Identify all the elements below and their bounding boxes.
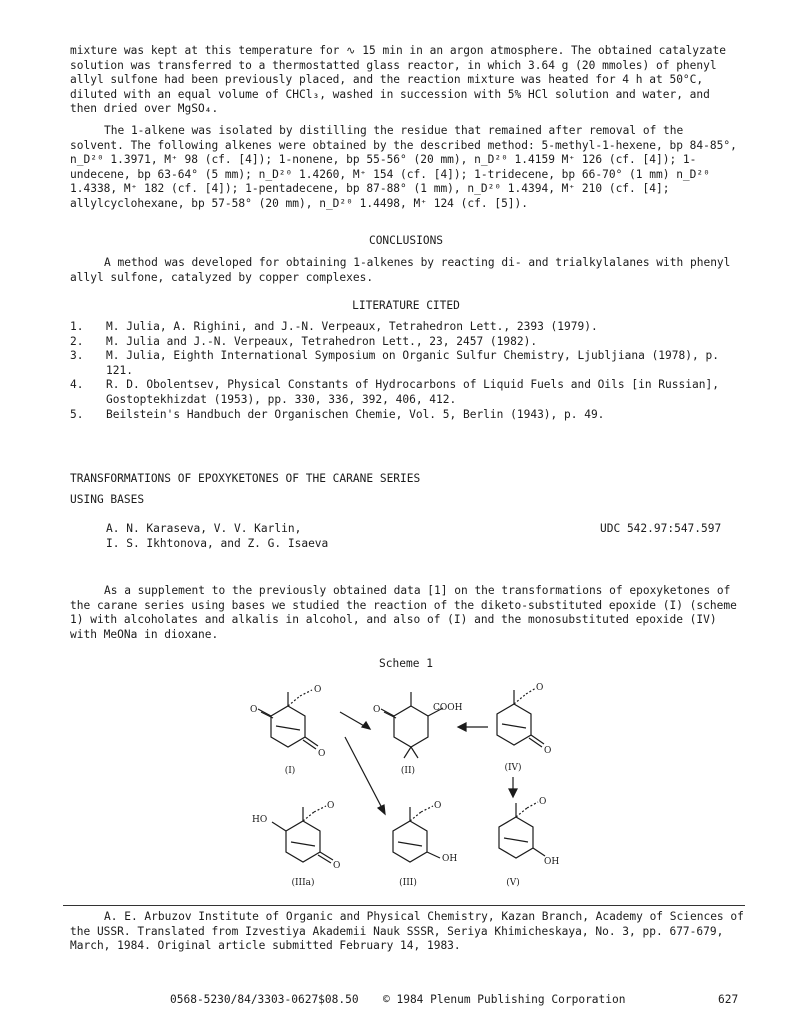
label-oh-iii: OH <box>442 854 458 864</box>
arrow-i-to-iii <box>345 737 385 814</box>
label-oxo-iiia: O <box>333 861 341 871</box>
compound-ii-structure <box>381 692 443 758</box>
label-cooh: COOH <box>433 703 463 713</box>
intro-text: As a supplement to the previously obtained data [1] on the transformations of epoxyketones of the carane series using bases we studied the reaction of the diketo-substituted epoxide (I) (scheme 1) with alcoholates and alkalis in alcohol, and also of (I) and the monosubstituted epoxide (IV) with MeONa in dioxane. <box>70 584 737 641</box>
compound-v-structure <box>499 802 545 858</box>
authors-line2: I. S. Ikhtonova, and Z. G. Isaeva <box>106 536 329 550</box>
label-oxo-i-lower: O <box>318 749 326 759</box>
arrow-iv-to-ii <box>458 723 488 731</box>
reference-text: M. Julia, A. Righini, and J.-N. Verpeaux, Tetrahedron Lett., 2393 (1979). <box>106 320 598 333</box>
paragraph-catalyzate: mixture was kept at this temperature for ∿ 15 min in an argon atmosphere. The obtained catalyzate solution was transferred to a thermostatted glass reactor, in which 3.64 g (20 mmoles) of phenyl allyl sulfone had been previously placed, and the reaction mixture was heated for 4 h at 50°C, diluted with an equal volume of CHCl₃, washed in succession with 5% HCl solution and water, and then dried over MgSO₄. <box>70 44 726 116</box>
reference-text: R. D. Obolentsev, Physical Constants of Hydrocarbons of Liquid Fuels and Oils [in Russian], Gostoptekhizdat (1953), pp. 330, 336, 392, 406, 412. <box>106 378 719 406</box>
scheme-title: Scheme 1 <box>379 657 433 670</box>
label-epoxide-i: O <box>314 685 322 695</box>
compound-iii-structure <box>393 806 440 862</box>
arrow-iv-to-v <box>509 777 517 797</box>
paragraph-alkenes: The 1-alkene was isolated by distilling the residue that remained after removal of the solvent. The following alkenes were obtained by the described method: 5-methyl-1-hexene, bp 84-85°, n_D²⁰ 1.3971, M⁺ 98 (cf. [4]); 1-nonene, bp 55-56° (20 mm), n_D²⁰ 1.4159 M⁺ 126 (cf. [4]); 1-undecene, bp 63-64° (5 mm); n_D²⁰ 1.4260, M⁺ 154 (cf. [4]); 1-tridecene, bp 66-70° (1 mm) n_D²⁰ 1.4338, M⁺ 182 (cf. [4]); 1-pentadecene, bp 87-88° (1 mm), n_D²⁰ 1.4394, M⁺ 210 (cf. [4]; allylcyclohexane, bp 57-58° (20 mm), n_D²⁰ 1.4498, M⁺ 124 (cf. [5]). <box>70 123 737 210</box>
affiliation-text: A. E. Arbuzov Institute of Organic and Physical Chemistry, Kazan Branch, Academy of Sciences of the USSR. Translated from Izvestiya Akademii Nauk SSSR, Seriya Khimicheskaya, No. 3, pp. 677-679, March, 1984. Original article submitted February 14, 1983. <box>70 910 744 953</box>
reference-number: 4. <box>70 378 84 392</box>
label-compound-iiia: (IIIa) <box>291 878 315 888</box>
label-ho: HO <box>252 815 268 825</box>
footnote-affiliation <box>70 910 748 954</box>
label-compound-ii: (II) <box>400 766 416 776</box>
reference-number: 5. <box>70 407 84 421</box>
compound-i-structure <box>258 690 318 749</box>
article-title-line2: USING BASES <box>70 492 145 506</box>
arrow-i-to-ii <box>340 712 370 729</box>
page-number: 627 <box>718 993 739 1006</box>
footer-code: 0568-5230/84/3303-0627$08.50 <box>170 993 359 1006</box>
reference-number: 2. <box>70 334 84 348</box>
label-compound-iv: (IV) <box>504 763 522 773</box>
footnote-rule <box>63 905 745 906</box>
label-oxo-ii: O <box>373 705 381 715</box>
label-compound-v: (V) <box>506 878 520 888</box>
compound-iiia-structure <box>272 806 333 863</box>
conclusions-heading: CONCLUSIONS <box>368 234 444 247</box>
label-epoxide-iiia: O <box>327 801 335 811</box>
reference-text: Beilstein's Handbuch der Organischen Chemie, Vol. 5, Berlin (1943), p. 49. <box>106 407 605 421</box>
reference-text: M. Julia, Eighth International Symposium on Organic Sulfur Chemistry, Ljubljiana (1978), p. 121. <box>106 349 719 377</box>
reference-number: 3. <box>70 349 84 363</box>
udc-code: UDC 542.97:547.597 <box>600 522 722 535</box>
label-compound-iii: (III) <box>399 878 417 888</box>
conclusions-text: A method was developed for obtaining 1-alkenes by reacting di- and trialkylalanes with phenyl allyl sulfone, catalyzed by copper complexes. <box>70 256 731 284</box>
article-title-line1: TRANSFORMATIONS OF EPOXYKETONES OF THE CARANE SERIES <box>70 472 421 485</box>
footer-copyright: © 1984 Plenum Publishing Corporation <box>383 993 626 1006</box>
reference-number: 1. <box>70 320 84 333</box>
label-oxo-i: O <box>250 705 258 715</box>
compound-iv-structure <box>497 688 544 747</box>
label-epoxide-v: O <box>539 797 547 807</box>
label-epoxide-iii: O <box>434 801 442 811</box>
label-oxo-iv: O <box>544 746 552 756</box>
authors-line1: A. N. Karaseva, V. V. Karlin, <box>106 522 302 535</box>
label-oh-v: OH <box>544 857 560 867</box>
reference-text: M. Julia and J.-N. Verpeaux, Tetrahedron Lett., 23, 2457 (1982). <box>106 334 538 348</box>
literature-heading: LITERATURE CITED <box>352 299 460 312</box>
label-compound-i: (I) <box>284 766 296 776</box>
label-epoxide-iv: O <box>536 683 544 693</box>
